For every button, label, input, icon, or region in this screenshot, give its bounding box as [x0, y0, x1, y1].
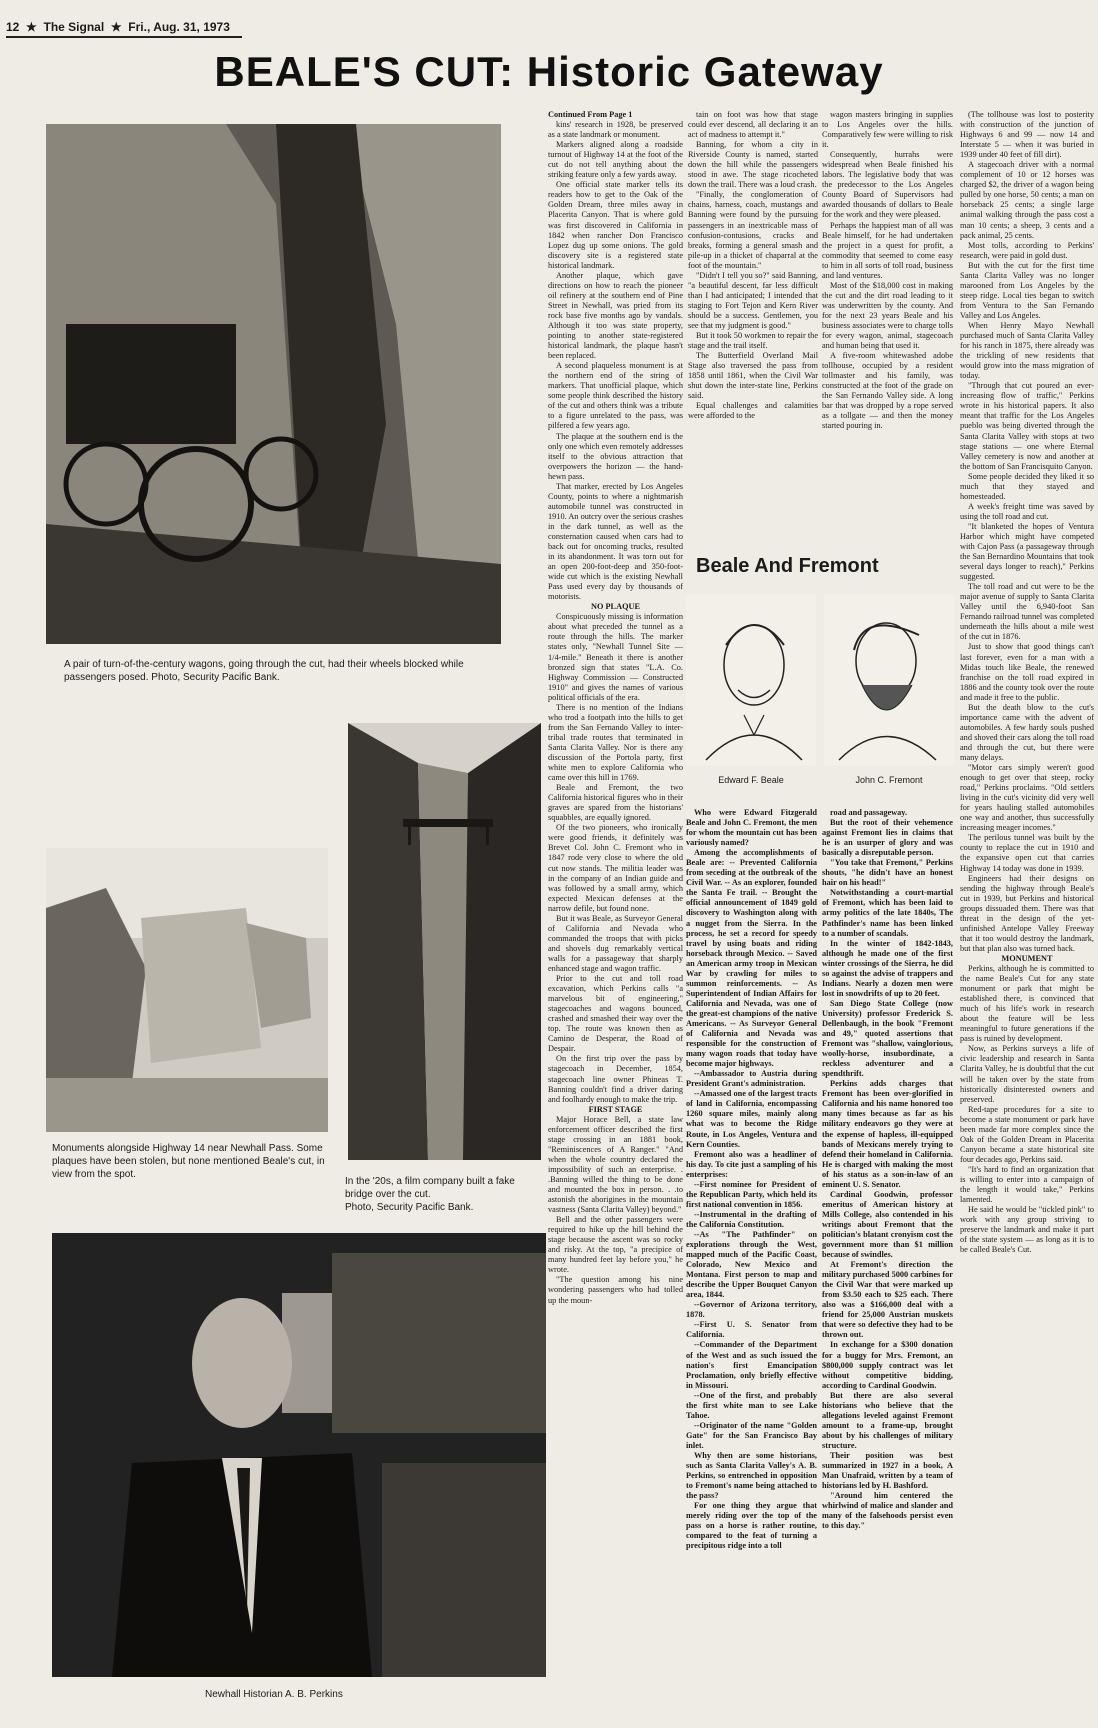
monuments-photo [46, 848, 328, 1132]
paragraph: A stagecoach driver with a normal complement of 10 or 12 horses was charged $2, the driver of a wagon being pulled by one horse, 50 cents; a man on horseback 25 cents; a single large animal walking through the pass cost a man 10 cents; a sheep, 3 cents and a pack animal, 25 cents. [960, 160, 1094, 240]
paragraph: In the winter of 1842-1843, although he made one of the first winter crossings of the Sierra, he did so against the advise of trappers and Indians. Nearly a dozen men were lost in snowdrifts of up to 20 feet. [822, 938, 953, 998]
paragraph: Notwithstanding a court-martial of Fremont, which has been laid to army politics of the late 1840s, The Pathfinder's name has been linked to a number of scandals. [822, 888, 953, 938]
bridge-caption-text: In the '20s, a film company built a fake bridge over the cut. [345, 1176, 515, 1200]
paragraph: A five-room whitewashed adobe tollhouse, occupied by a resident tollmaster and his family, was constructed at the foot of the grade on the San Fernando Valley side. A long bar that was dropped by a rope served as a tollgate — and then the money started pouring in. [822, 351, 953, 431]
paragraph: Now, as Perkins surveys a life of civic leadership and research in Santa Clarita Valley, he is doubtful that the cut will be taken over by the state from historically disinterested owners and preserved. [960, 1044, 1094, 1104]
paragraph: Consequently, hurrahs were widespread when Beale finished his labors. The legislative body that was the predecessor to the Los Angeles County Board of Supervisors had awarded thousands of dollars to Beale for the work and they were pleased. [822, 150, 953, 220]
paragraph: (The tollhouse was lost to posterity with construction of the junction of Highways 6 and 99 — now 14 and Interstate 5 — when it was buried in 1939 under 40 feet of fill dirt). [960, 110, 1094, 160]
paragraph: "The question among his nine wondering passengers who had tolled up the moun- [548, 1275, 683, 1305]
sidebar-box [686, 550, 954, 796]
paragraph: --Commander of the Department of the West and as such issued the nation's first Emancipation Proclamation, only briefly effective in Missouri. [686, 1340, 817, 1390]
column-4 [960, 110, 1094, 1728]
paragraph: NO PLAQUE [590, 602, 641, 612]
beale-sketch [686, 595, 816, 765]
paragraph: "Through that cut poured an ever-increasing flow of traffic," Perkins wrote in his historical papers. It also meant that traffic for the Los Angeles pueblo was being diverted through the Santa Clarita Valley with stops at two stage stations — one where Eternal Valley cemetery is now and another at the bottom of San Francisquito Canyon. [960, 381, 1094, 471]
paragraph: Perkins adds charges that Fremont has been over-glorified in California and his name honored too many times because as far as his military endeavors go they were at the expense of hapless, ill-equipped bands of Mexicans merely trying to defend their homeland in California. He is charged with making the most of his status as a son-in-law of an eminent U. S. Senator. [822, 1079, 953, 1189]
paragraph: Most of the $18,000 cost in making the cut and the dirt road leading to it was underwritten by the county. And for the next 23 years Beale and his business associates were to charge tolls for every wagon, animal, stagecoach and human being that used it. [822, 280, 953, 351]
paragraph: The plaque at the southern end is the only one which even remotely addresses itself to the obvious attraction that overpowers the horizon — the hand-hewn pass. [548, 431, 683, 481]
paragraph: --Ambassador to Austria during President Grant's administration. [686, 1069, 817, 1089]
issue-date: Fri., Aug. 31, 1973 [128, 20, 230, 34]
paragraph: He said he would be "tickled pink" to work with any group striving to preserve the landmark and make it part of the state system — as long as it is to be called Beale's Cut. [960, 1205, 1094, 1255]
paragraph: "Motor cars simply weren't good enough to get over that steep, rocky road," Perkins proclaims. "Old settlers living in the cut's vicinity did very well for years hauling stalled automobiles one way and another, thus successfully increasing meager incomes." [960, 763, 1094, 833]
paragraph: Engineers had their designs on sending the highway through Beale's cut in 1939, but Perkins and historical groups dissuaded them. There was that threat in the design of the yet-unfinished Antelope Valley Freeway that it too would destroy the landmark, but that plan also was turned back. [960, 873, 1094, 953]
paragraph: Banning, for whom a city in Riverside County is named, started down the hill while the passengers stood in awe. The stage ricocheted down the trail. There was a loud crash. [688, 140, 818, 190]
bridge-credit: Photo, Security Pacific Bank. [345, 1202, 474, 1213]
paragraph: But with the cut for the first time Santa Clarita Valley was no longer marooned from Los Angeles by the steep ridge. Local ties began to switch from Ventura to the San Fernando Valley and Los Angeles. [960, 260, 1094, 320]
masthead-rule [6, 36, 242, 38]
paper-name: The Signal [43, 20, 105, 34]
column-1 [548, 110, 683, 1728]
star-icon: ★ [107, 20, 125, 34]
wagons-photo [46, 124, 501, 644]
paragraph: Perhaps the happiest man of all was Beale himself, for he had undertaken the project in a quest for profit, a commodity that seemed to come easy to him in all sorts of toll road, business and land ventures. [822, 220, 953, 280]
paragraph: --As "The Pathfinder" on explorations through the West, mapped much of the Pacific Coast, Colorado, New Mexico and Montana. First person to map and describe the Upper Bouquet Canyon area, 1844. [686, 1229, 817, 1300]
paragraph: In exchange for a $300 donation for a buggy for Mrs. Fremont, an $800,000 supply contract was let without competitive bidding, according to Cardinal Goodwin. [822, 1340, 953, 1390]
paragraph: Conspicuously missing is information about what preceded the tunnel as a route through the hills. The marker states only, "Newhall Tunnel Site — 1/4-mile." Beneath it there is another bronzed sign that states "L.A. Co. Highway Commission — Constructed 1910" and gives the names of various political officials of the era. [548, 612, 683, 702]
paragraph: --Governor of Arizona territory, 1878. [686, 1300, 817, 1320]
paragraph: But the death blow to the cut's importance came with the advent of automobiles. A few hardy souls pushed and shoved their cars along the toll road and through the cut, but there were many delays. [960, 702, 1094, 762]
paragraph: FIRST STAGE [588, 1104, 643, 1114]
paragraph: But the root of their vehemence against Fremont lies in claims that he is an usurper of glory and was basically a disreputable person. [822, 818, 953, 858]
wagons-caption: A pair of turn-of-the-century wagons, going through the cut, had their wheels blocked while passengers posed. Photo, Security Pacific Bank. [64, 659, 464, 683]
paragraph: But it took 50 workmen to repair the stage and the trail itself. [688, 331, 818, 351]
paragraph: San Diego State College (now University) professor Frederick S. Dellenbaugh, in the book "Fremont and 49," quoted assertions that Fremont was "shallow, vainglorious, woolly-horse, insubordinate, a reckless adventurer and a spendthrift. [822, 998, 953, 1079]
paragraph: "Around him centered the whirlwind of malice and slander and many of the falsehoods persist even to this day." [822, 1491, 953, 1531]
beale-name: Edward F. Beale [718, 775, 784, 785]
paragraph: But it was Beale, as Surveyor General of California and Nevada who commanded the troops that with picks and shovels dug remarkably vertical walls for a passageway that sharply enhanced stage and wagon traffic. [548, 913, 683, 973]
paragraph: When Henry Mayo Newhall purchased much of Santa Clarita Valley for his ranch in 1875, there already was the trickling of new residents that would grow into the mass migration of today. [960, 320, 1094, 381]
bridge-photo [348, 723, 541, 1160]
paragraph: road and passageway. [830, 808, 908, 817]
paragraph: Of the two pioneers, who ironically were good friends, it definitely was Brevet Col. John C. Fremont who in 1847 rode very close to where the old cut now stands. The militia leader was in the company of an Indian guide and was followed by a small army, which expected Mexican defenses at the narrow defile, but found none. [548, 823, 683, 913]
page-number: 12 [6, 20, 20, 34]
paragraph: One official state marker tells its readers how to get to the Oak of the Golden Dream, three miles away in Placerita Canyon. That is where gold was first discovered in California in 1842 when rancher Don Francisco Lopez dug up some onions. The gold discovery site is a registered state historical landmark. [548, 180, 683, 270]
paragraph: "It's hard to find an organization that is willing to enter into a campaign of the length it would take," Perkins lamented. [960, 1164, 1094, 1205]
paragraph: --Instrumental in the drafting of the California Constitution. [686, 1209, 817, 1229]
fremont-sketch [824, 595, 954, 765]
paragraph: tain on foot was how that stage could ever descend, all declaring it an act of madness to attempt it." [688, 110, 818, 140]
paragraph: Fremont also was a headliner of his day. To cite just a sampling of his enterprises: [686, 1149, 817, 1179]
perkins-caption: Newhall Historian A. B. Perkins [205, 1689, 343, 1700]
paragraph: kins' research in 1928, be preserved as a state landmark or monument. [548, 120, 683, 140]
bridge-caption [345, 1175, 515, 1214]
paragraph: The Butterfield Overland Mail Stage also traversed the pass from 1858 until 1861, when the Civil War shut down the inter-state line, Perkins said. [688, 351, 818, 401]
paragraph: Equal challenges and calamities were afforded to the [688, 401, 818, 421]
paragraph: The perilous tunnel was built by the county to replace the cut in 1910 and the expansive open cut that carries Highway 14 today was done in 1939. [960, 833, 1094, 873]
paragraph: "Didn't I tell you so?" said Banning, "a beautiful descent, far less difficult than I had anticipated; I intended that staging to Fort Tejon and Kern River should be a success. Gentlemen, you see that my judgment is good." [688, 270, 818, 330]
paragraph: Bell and the other passengers were required to hike up the hill behind the stage because the ascent was so rocky and risky. At the top, "a precipice of many hundred feet lay before you," he wrote. [548, 1215, 683, 1275]
paragraph: Major Horace Bell, a state law enforcement officer described the first stage crossing in an 1881 book, "Reminiscences of A Ranger." "And when the whole country declared the impossibility of such an enterprise. . .Banning willed the thing to be done and mounted the box in person. . .to astonish the aborigines in the mountain vastness (Santa Clarita Valley) beyond." [548, 1114, 683, 1215]
paragraph: Red-tape procedures for a site to become a state monument or park have been made far more complex since the Oak of the Golden Dream in Placerita Canyon became a state historical site four decades ago, Perkins said. [960, 1104, 1094, 1164]
paragraph: Continued From Page 1 [548, 110, 633, 119]
sidebar-title: Beale And Fremont [696, 555, 879, 577]
paragraph: --Originator of the name "Golden Gate" for the San Francisco Bay inlet. [686, 1420, 817, 1450]
monuments-caption: Monuments alongside Highway 14 near Newhall Pass. Some plaques have been stolen, but none mentioned Beale's cut, in view from the spot. [52, 1143, 325, 1180]
paragraph: But there are also several historians who believe that the allegations leveled against Fremont amount to a frame-up, brought about by his challenges of military structure. [822, 1390, 953, 1450]
paragraph: A week's freight time was saved by using the toll road and cut. [960, 501, 1094, 521]
headline: BEALE'S CUT: Historic Gateway [214, 48, 884, 95]
paragraph: Cardinal Goodwin, professor emeritus of American history at Mills College, also contended in his writings about Fremont that the politician's blatant cronyism cost the government more than $1 million because of swindles. [822, 1189, 953, 1260]
paragraph: Perkins, although he is committed to the name Beale's Cut for any state monument or park that might be established there, is convinced that much of his life's work in research about the feature will be less meaningful to future generations if the pass is ruined by development. [960, 963, 1094, 1044]
column-3 [822, 110, 953, 550]
perkins-photo [52, 1233, 546, 1677]
paragraph: Who were Edward Fitzgerald Beale and John C. Fremont, the men for whom the mountain cut has been variously named? [686, 808, 817, 848]
paragraph: Among the accomplishments of Beale are: -- Prevented California from seceding at the outbreak of the Civil War. -- As an explorer, founded the Santa Fe trail. -- Brought the official announcement of 1849 gold discovery to Washington along with a nugget from the Sierra. In the process, he set a record for speedy travel by using boats and riding horseback through Mexico. -- Saved an American army troop in Mexican War by crawling for miles to summon reinforcements. -- As Superintendent of Indian Affairs for California and Nevada, was one of the great-est champions of the native Americans. -- As Surveyor General of California and Nevada was responsible for the construction of many wagon roads that today have become major highways. [686, 848, 817, 1069]
paragraph: There is no mention of the Indians who trod a footpath into the hills to get from the San Fernando Valley to inter-tribal trade routes that terminated in Santa Clarita Valley. Nor is there any discussion of the Portola party, first white men to explore California who came over this hill in 1769. [548, 702, 683, 783]
sidebar-column-1 [686, 808, 817, 1728]
masthead [6, 20, 230, 34]
paragraph: Prior to the cut and toll road excavation, which Perkins calls "a marvelous bit of engineering," stagecoaches and wagons bounced, crashed and smashed their way over the top. The route was known then as Camino de Desperar, the Road of Despair. [548, 974, 683, 1054]
paragraph: Just to show that good things can't last forever, even for a man with a Midas touch like Beale, the renewed franchise on the toll road expired in 1886 and the county took over the route and made it free to the public. [960, 642, 1094, 702]
star-icon: ★ [22, 20, 41, 34]
paragraph: Why then are some historians, such as Santa Clarita Valley's A. B. Perkins, so entrenched in opposition to Fremont's name being attached to the pass? [686, 1451, 817, 1501]
paragraph: On the first trip over the pass by stagecoach in December, 1854, stagecoach line owner Phineas T. Banning couldn't find a driver daring and foolhardy enough to make the trip. [548, 1054, 683, 1104]
paragraph: For one thing they argue that merely riding over the top of the pass on a horse is rather routine, compared to the feat of turning a precipitous ridge into a toll [686, 1501, 817, 1551]
paragraph: Some people decided they liked it so much that they stayed and homesteaded. [960, 471, 1094, 501]
paragraph: --First U. S. Senator from California. [686, 1320, 817, 1340]
paragraph: At Fremont's direction the military purchased 5000 carbines for the Civil War that were marked up from $3.50 each to $25 each. There also was a $166,000 deal with a friend for 25,000 Austrian muskets that were so defective they had to be thrown out. [822, 1260, 953, 1340]
paragraph: "You take that Fremont," Perkins shouts, "he didn't have an honest hair on his head!" [822, 858, 953, 888]
paragraph: A second plaqueless monument is at the northern end of the string of markers. That unofficial plaque, which some people think described the history of the cut and others think was a tribute to a figure unrelated to the pass, was pilfered a few years ago. [548, 361, 683, 431]
paragraph: "It blanketed the hopes of Ventura Harbor which might have competed with Cajon Pass (a passageway through the San Bernardino Mountains that took several days longer to reach)," Perkins suggested. [960, 521, 1094, 582]
column-2 [688, 110, 818, 550]
paragraph: --First nominee for President of the Republican Party, which held its first national convention in 1856. [686, 1179, 817, 1209]
sidebar-column-2 [822, 808, 953, 1728]
paragraph: Another plaque, which gave directions on how to reach the pioneer oil refinery at the southern end of Pine Street in Newhall, was pried from its rock base five months ago by vandals. Although it too was state property, pointing to another state-registered historical landmark, the plaque hasn't been replaced. [548, 270, 683, 361]
paragraph: MONUMENT [1001, 953, 1053, 963]
paragraph: wagon masters bringing in supplies to Los Angeles over the hills. Comparatively few were willing to risk it. [822, 110, 953, 150]
paragraph: --Amassed one of the largest tracts of land in California, encompassing 1260 square miles, mainly along what was to become the Ridge Route, in Los Angeles, Ventura and Kern Counties. [686, 1089, 817, 1149]
paragraph: The toll road and cut were to be the major avenue of supply to Santa Clarita Valley until the 6,940-foot San Fernando railroad tunnel was completed underneath the hills about a mile west of the cut in 1876. [960, 582, 1094, 642]
paragraph: Beale and Fremont, the two California historical figures who in their graves are spared from the historians' squabbles, are equally ignored. [548, 783, 683, 823]
paragraph: Markers aligned along a roadside turnout of Highway 14 at the foot of the cut do not tell anything about the striking feature only a few yards away. [548, 140, 683, 180]
fremont-name: John C. Fremont [855, 775, 923, 785]
paragraph: Most tolls, according to Perkins' research, were paid in gold dust. [960, 240, 1094, 260]
paragraph: --One of the first, and probably the first white man to see Lake Tahoe. [686, 1390, 817, 1420]
paragraph: "Finally, the conglomeration of chains, harness, coach, mustangs and Banning were found by the pursuing passengers in an inextricable mass of confusion-contusions, cracks and breaks, forming a general smash and pile-up in a thicket of chaparral at the foot of the mountain." [688, 190, 818, 270]
paragraph: That marker, erected by Los Angeles County, points to where a nightmarish automobile tunnel was constructed in 1910. An outcry over the serious crashes in the dark tunnel, as well as the consternation caused when cars had to back out for oncoming trucks, resulted in its abandonment. It was torn out for an open 200-foot-deep and 350-foot-wide cut which is the existing Newhall Pass used every day by thousands of motorists. [548, 481, 683, 602]
paragraph: Their position was best summarized in 1927 in a book, A Man Unafraid, written by a team of historians led by H. Bashford. [822, 1451, 953, 1491]
